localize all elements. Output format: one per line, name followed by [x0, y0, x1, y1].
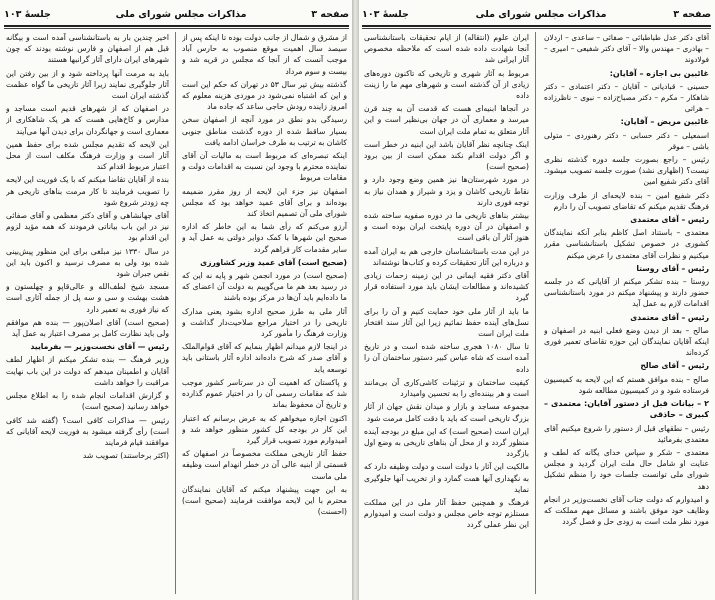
names-list: اسمعیلی – دکتر حسابی – دکتر رهنوردی – متولی باشی – موقر: [544, 130, 709, 151]
section-subtitle: غائبین مریض – آقایان:: [620, 117, 709, 127]
paragraph: اینکه تبصره‌ای که مربوط است به مالیات آن آقای نماینده محترم با وجود این نسبت به اقدامات دولت و مقامات مربوط: [182, 151, 347, 183]
paragraph: روستا – بنده تشکر میکنم از آقایانی که در جلسه حضور دارند و پیشنهاد میکنم در مورد باستانشناسی اقدامات لازم به عمل آید: [544, 277, 709, 309]
paragraph: حفظ آثار تاریخی مملکت مخصوصاً در اصفهان که قسمتی از ابنیه عالی آن در خطر انهدام است وظیفه ملی ماست: [182, 449, 347, 481]
speaker-line: رئیس – آقای روستا: [636, 263, 709, 273]
section-subtitle: غائبین بی اجازه – آقایان:: [609, 68, 709, 78]
paragraph: (اکثر برخاستند) تصویب شد: [82, 451, 169, 461]
paragraph: در آنجاها ابنیه‌ای هست که قدمت آن به چند قرن میرسد و معماری آن در جهان بی‌نظیر است و این آثار متعلق به تمام ملت ایران است: [364, 104, 529, 136]
left-page: [0, 0, 353, 600]
paragraph: آرزو می‌کنم که رأی شما به این خاطر که اداره صحیح این شهرها با کمک دوایر دولتی به عمل آید و سایر مقدمات کار فراهم گردد: [182, 222, 347, 254]
page-label: صفحه ۳: [311, 8, 349, 20]
session-number: جلسهٔ ۱۰۳: [362, 8, 409, 20]
text-column-left: [364, 32, 529, 596]
paragraph: فرهنگ و همچنین حفظ آثار ملی در این مملکت مستلزم توجه خاص مجلس و دولت است و امیدوارم این نظر عملی گردد: [364, 497, 529, 530]
text-column-right: [182, 32, 347, 596]
paragraph: بنده از آقایان تقاضا میکنم که با یک فوریت این لایحه را تصویب فرمایند تا کار مرمت بناهای تاریخی هر چه زودتر شروع شود: [6, 175, 169, 207]
names-list: آقای دکتر عدل طباطبائی – صفائی – ساعدی – اردلان – بهادری – مهندس والا – آقای دکتر شفیعی – امیری – فولادوند: [544, 33, 709, 65]
paragraph: در مورد شهرستان‌ها نیز همین وضع وجود دارد و نقاط تاریخی کاشان و یزد و شیراز و همدان نیاز به توجه فوری دارند: [364, 175, 529, 207]
paragraph: در این مدت باستانشناسان خارجی هم به ایران آمده و درباره این آثار تحقیقات کرده و کتاب‌ها نوشته‌اند: [364, 246, 529, 267]
speaker-line: رئیس – آقای معتمدی: [630, 312, 709, 322]
paragraph: معتمدی – شکر و سپاس خدای یگانه که لطف و عنایت او شامل حال ملت ایران گردید و مجلس شورای ملی توانست جلسات خود را منظم تشکیل دهد: [544, 447, 709, 491]
paragraph: در سال ۱۳۳۰ نیز مبلغی برای این منظور پیش‌بینی شده بود ولی به مصرف نرسید و اکنون باید این نقص جبران شود: [6, 246, 169, 279]
paragraph: اینک چنانچه نظر آقایان باشد این ابنیه در خطر است و اگر دولت اقدام نکند ممکن است از بین برود (صحیح است): [364, 139, 529, 172]
paragraph: به این جهت پیشنهاد میکنم که آقایان نمایندگان محترم با این لایحه موافقت فرمایند (صحیح است) (احسنت): [182, 484, 347, 517]
paragraph: مربوط به آثار شهری و تاریخی که تاکنون دوره‌های زیادی از آن گذشته است و شهرهای مهم ما را زینت داده: [364, 68, 529, 101]
paragraph: رئیس – نطقهای قبل از دستور را شروع میکنیم آقای معتمدی بفرمائید: [544, 423, 709, 444]
header-rule: [362, 25, 711, 27]
paragraph: این لایحه که تقدیم مجلس شده برای حفظ همین آثار است و وزارت فرهنگ مکلف است از محل اعتبار مربوط اقدام کند: [6, 139, 169, 172]
page-header: [4, 6, 349, 22]
header-title: مذاکرات مجلس شورای ملی: [475, 8, 607, 20]
paragraph: در اصفهان که از شهرهای قدیم است مساجد و مدارس و کاخ‌هایی هست که هر یک شاهکاری از معماری است و جهانگردان برای دیدن آنها می‌آیند: [6, 104, 169, 136]
speaker-line: رئیس – آقای صالح: [640, 361, 709, 371]
paragraph: صالح – بنده موافق هستم که این لایحه به کمیسیون فرستاده شود و در کمیسیون مطالعه شود: [544, 374, 709, 395]
header-title: مذاکرات مجلس شورای ملی: [115, 8, 247, 20]
paragraph: اکنون اجازه میخواهم که به عرض برسانم که اعتبار این کار در بودجه کل کشور منظور خواهد شد و امیدوارم مورد تصویب قرار گیرد: [182, 413, 347, 445]
paragraph: مجموعه مساجد و بازار و میدان نقش جهان از آثار بزرگ تاریخی است که باید با دقت کامل مرمت شود: [364, 402, 529, 423]
paragraph: گذشته بیش تیر سال ۵۳ در تهران که حکم این است و این که اشتباه نمی‌شود در موردی هزینه معلوم که امروز زاینده رودش حاجی ساعد که جاده ماد: [182, 79, 347, 112]
speaker-line: رئیس – آقای معتمدی: [630, 215, 709, 225]
paragraph: و پاکستان که اهمیت آن در سرتاسر کشور موجب شد که مقامات رسمی آن را در اختیار عموم گذارده و تاریخ آن محفوظ بماند: [182, 377, 347, 410]
paragraph: آثار ملی به طرز صحیح اداره بشود یعنی مدارک تاریخی را در اختیار مراجع صلاحیت‌دار گذاشت و وزارت فرهنگ را مأمور کرد: [182, 306, 347, 339]
paragraph: معتمدی – باستناد اصل کاظم بنابر آنکه نمایندگان کشوری در خصوص تشکیل باستانشناسی مقرر میکنیم و نظرات آقای معتمدی را عرض میکنم: [544, 228, 709, 260]
paragraph: اخیر چندین بار به باستانشناسی آمده است و بیگانه قبل هم از اصفهان و فارس نوشته بودند که چون شهرهای ایران دارای آثار گرانبها هستند: [6, 33, 169, 65]
column-divider: [175, 32, 176, 594]
paragraph: در اینجا لازم میدانم اظهار بنمایم که آقای قوام‌الملک و آقای صدر که شرح داده‌اند اداره آثار باستانی باید توسعه یابد: [182, 342, 347, 374]
paragraph: صالح – بعد از دیدن وضع فعلی ابنیه در اصفهان و اینکه آقایان نمایندگان این حوزه تقاضای تعمیر فوری کرده‌اند: [544, 325, 709, 358]
paragraph: آقای دکتر فقیه ایمانی در این زمینه زحمات زیادی کشیده‌اند و مطالعات ایشان باید مورد استفاده قرار گیرد: [364, 271, 529, 303]
text-column-left: [6, 32, 169, 596]
speaker-line: رئیس — آقای نخست‌وزیر — بفرمایید: [30, 342, 169, 352]
paragraph: دکتر شفیع امین – بنده لایحه‌ای از طرف وزارت فرهنگ تقدیم میکنم که تقاضای تصویب آن را دارم: [544, 190, 709, 211]
paragraph: از مشرق و شمال از جانب دولت بوده تا اینکه پس از سیصد سال اهمیت موقع منصوب به حارس آباد موجب آنست که از آنجا که مجلس در قریه شد و بیست و سوم مرداد: [182, 33, 347, 76]
paragraph: رئیس – راجع بصورت جلسه دوره گذشته نظری نیست؟ (اظهاری نشد) صورت جلسه تصویب میشود. آقای دکتر شفیع امین: [544, 155, 709, 187]
header-rule: [4, 25, 349, 27]
paragraph: باید به مرمت آنها پرداخته شود و از بین رفتن این آثار جلوگیری نمایند زیرا آثار تاریخی ما گواه عظمت گذشته ایران است: [6, 68, 169, 101]
session-number: جلسهٔ ۱۰۳: [4, 8, 51, 20]
paragraph: اصفهان نیز جزء این لایحه از روز مقرر ضمیمه بوده‌اند و برای آقای عمید خواهد بود که مجلس شورای ملی آن تصمیم اتخاذ کند: [182, 186, 347, 219]
names-list: حسینی – قبادیانی – آقایان – دکتر اعتمادی – دکتر شاهکار – مکرم – دکتر مصباح‌زاده – نبوی – ناظرزاده – هراتی: [544, 81, 709, 114]
header-rule-thin: [4, 28, 349, 29]
text-column-right: [544, 32, 709, 596]
paragraph: (صحیح است) آقای اصلان‌پور — بنده هم موافقم ولی باید نظارت کامل بر مصرف اعتبار به عمل آید: [6, 317, 169, 339]
paragraph: آقای جهانشاهی و آقای دکتر معظمی و آقای صفائی نیز در این باب بیاناتی فرمودند که همه مؤید لزوم این اقدام بود: [6, 211, 169, 243]
paragraph: (صحیح است) در مورد انجمن شهر و پایه نه این که در رسید بعد هم ما می‌گوییم به دولت آن اعضای که ما داده‌ایم باید آن‌ها در مرکز بوده باشند: [182, 271, 347, 303]
paragraph: وزیر فرهنگ — بنده تشکر میکنم از اظهار لطف آقایان و اطمینان میدهم که دولت در این باب نهایت مراقبت را خواهد داشت: [6, 355, 169, 387]
page-label: صفحه ۳: [673, 8, 711, 20]
paragraph: تا سال ۱۰۸۰ هجری ساخته شده است و در تاریخ آمده است که شاه عباس کبیر دستور ساختمان آن را داده: [364, 342, 529, 374]
page-header: [362, 6, 711, 22]
header-rule-thin: [362, 28, 711, 29]
section-heading: ۲ – بیانات قبل از دستور آقایان: معتمدی – کبیری – حاذقی: [544, 399, 709, 420]
paragraph: (صحیح است) آقای عمید وزیر کشاورزی: [200, 257, 347, 267]
right-page: [358, 0, 715, 600]
paragraph: کیفیت ساختمان و تزئینات کاشی‌کاری آن بی‌مانند است و هر بیننده‌ای را به تحسین وامیدارد: [364, 377, 529, 399]
column-divider: [535, 32, 536, 594]
paragraph: رسیدگی بدو نطق در مورد آنچه از اصفهان سخن بسیار ساقط شده از دوره گذشت مناطق جنوبی کاشان به ترتیب به طرف خراسان ادامه یافت: [182, 115, 347, 147]
paragraph: ما باید از آثار ملی خود حمایت کنیم و آن را برای نسل‌های آینده حفظ نمائیم زیرا این آثار سند افتخار ملت ایران است: [364, 306, 529, 339]
paragraph: رئیس — مذاکرات کافی است؟ (گفته شد کافی است) رأی گرفته میشود به فوریت لایحه آقایانی که موافقند قیام فرمایند: [6, 415, 169, 447]
paragraph: مالکیت این آثار با دولت است و دولت وظیفه دارد که به نگهداری آنها همت گمارد و از تخریب آنها جلوگیری نماید: [364, 462, 529, 494]
paragraph: بیشتر بناهای تاریخی ما در دوره صفویه ساخته شده و اصفهان در آن دوره پایتخت ایران بوده است و هنوز آثار آن باقی است: [364, 211, 529, 243]
paragraph: ایران علوم (انتقاله) از ایام تحقیقات باستانشناسی آنجا شهادت داده شده است که ملاحظه مخصوص آثار ایرانی شد: [364, 33, 529, 65]
paragraph: مسجد شیخ لطف‌الله و عالی‌قاپو و چهلستون و هشت بهشت و سی و سه پل از جمله آثاری است که نیاز فوری به تعمیر دارد: [6, 282, 169, 314]
paragraph: و امیدوارم که دولت جناب آقای نخست‌وزیر در انجام وظایف خود موفق باشند و مسائل مهم مملکت که مورد نظر ملت است به زودی حل و فصل گردد: [544, 494, 709, 527]
paragraph: ایران است (صحیح است) که این مبلغ در بودجه آینده منظور گردد و از محل آن بناهای تاریخی به وضع اول بازگردد: [364, 426, 529, 459]
paragraph: و گزارش اقدامات انجام شده را به اطلاع مجلس خواهد رسانید (صحیح است): [6, 391, 169, 412]
